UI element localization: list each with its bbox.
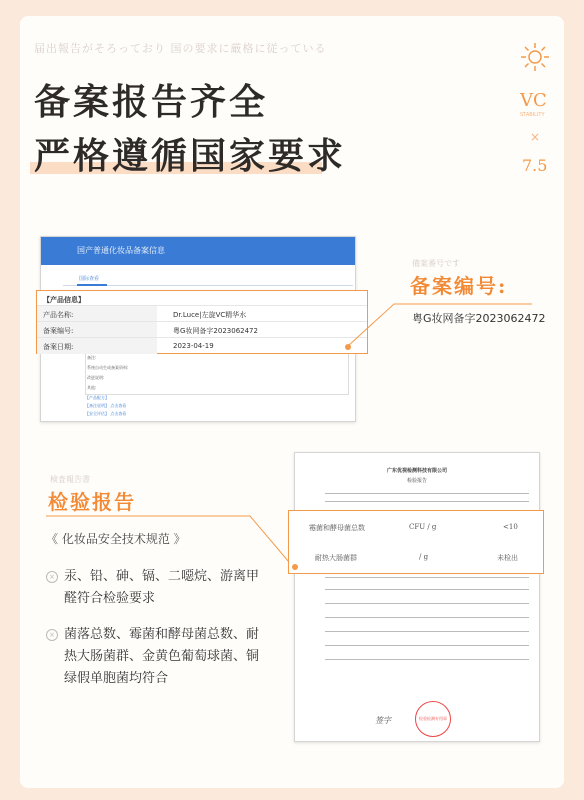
row-label: 备案编号: [43, 327, 74, 335]
table-row [37, 321, 367, 338]
inspection-big-label: 检验报告 [48, 490, 136, 514]
report-zoom-panel [288, 510, 544, 574]
row-unit: CFU / g [409, 523, 437, 531]
row-value: 未检出 [497, 554, 518, 562]
times-symbol: × [530, 130, 541, 144]
row-unit: / g [419, 553, 429, 561]
callout-dot [292, 564, 298, 570]
report-rule [325, 631, 529, 632]
row-label: 产品名称: [43, 311, 74, 319]
section-label: 【产品信息】 [43, 296, 85, 304]
report-rule [325, 577, 529, 578]
extra-row: 改进说明: [87, 375, 105, 380]
checklist-item [46, 566, 264, 610]
registration-tab: 国际查看 [79, 276, 100, 282]
report-company: 广东优视检测科技有限公司 [386, 468, 447, 474]
standard-label: 《 化妆品安全技术规范 》 [46, 532, 186, 546]
header-subtitle-jp: 届出報告がそろっており 国の要求に厳格に従っている [34, 42, 327, 55]
registration-number: 粤G妆网备字2023062472 [412, 312, 546, 325]
report-doc-title: 检验报告 [406, 478, 427, 484]
vc-number: 7.5 [522, 156, 548, 175]
report-rule [325, 617, 529, 618]
report-rule [325, 645, 529, 646]
title-line-1: 备案报告齐全 [34, 81, 269, 123]
title-line-2: 严格遵循国家要求 [34, 135, 347, 177]
checklist-text: 汞、铅、砷、镉、二噁烷、游离甲醛符合检验要求 [64, 569, 260, 606]
vc-sub-label: STABILITY [520, 112, 545, 118]
row-value: Dr.Luce|左旋VC精华水 [173, 311, 247, 319]
report-signature: 签字 [375, 716, 391, 725]
report-rule [325, 501, 529, 502]
extra-table [85, 353, 349, 395]
checklist-text: 菌落总数、霉菌和酵母菌总数、耐热大肠菌群、金黄色葡萄球菌、铜绿假单胞菌均符合 [64, 627, 260, 686]
tab-underline [77, 284, 107, 286]
row-label: 备案日期: [43, 343, 74, 351]
table-row [289, 541, 543, 571]
row-item: 霉菌和酵母菌总数 [309, 524, 365, 532]
table-row [289, 511, 543, 541]
sun-icon [520, 42, 550, 72]
table-row [37, 305, 367, 322]
row-value: 2023-04-19 [173, 342, 214, 350]
registration-zoom-panel [36, 290, 368, 354]
row-item: 耐热大肠菌群 [315, 554, 357, 562]
footer-item[interactable]: 【备注说明】 点击查看 [85, 403, 127, 408]
registration-small-label: 備案番号です [412, 259, 460, 268]
registration-window-title: 国产普通化妆品备案信息 [41, 237, 355, 265]
report-rule [325, 589, 529, 590]
inspection-report [294, 452, 540, 742]
cross-circle-icon: × [46, 629, 58, 641]
extra-row: 系统自动生成备案资料: [87, 365, 129, 370]
table-row [37, 337, 367, 354]
vc-label: VC [520, 90, 547, 111]
inspection-small-label: 検査報告書 [50, 475, 90, 484]
report-rule [325, 659, 529, 660]
footer-item[interactable]: 【安全评估】 点击查看 [85, 411, 127, 416]
extra-row: 备注: [87, 355, 97, 360]
registration-big-label: 备案编号: [410, 274, 508, 298]
row-value: 粤G妆网备字2023062472 [173, 327, 258, 335]
footer-item: 【产品配方】 [85, 395, 109, 400]
report-rule [325, 493, 529, 494]
checklist-item [46, 624, 264, 690]
extra-row: 其他: [87, 385, 97, 390]
report-stamp: 检验检测专用章 [415, 701, 451, 737]
row-value: <10 [503, 523, 518, 531]
cross-circle-icon: × [46, 571, 58, 583]
report-rule [325, 603, 529, 604]
